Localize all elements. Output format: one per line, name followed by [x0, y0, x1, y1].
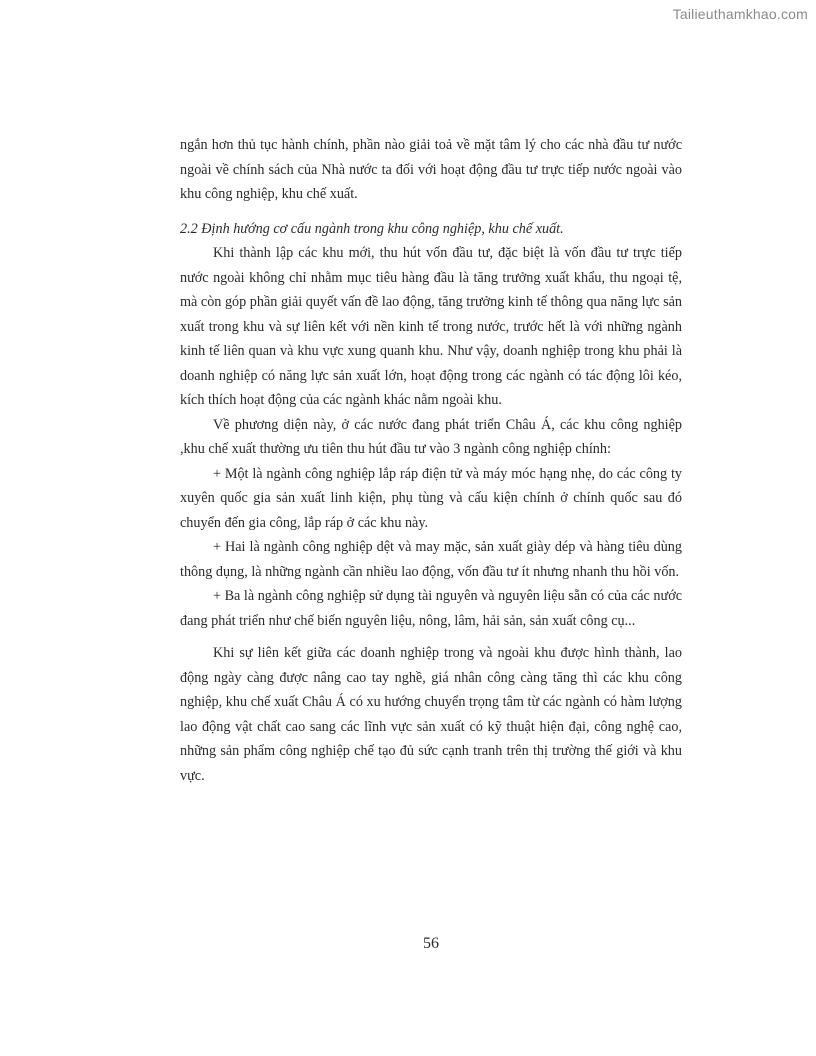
- watermark: Tailieuthamkhao.com: [672, 6, 808, 22]
- section-heading: 2.2 Định hướng cơ cấu ngành trong khu công nghiệp, khu chế xuất.: [180, 220, 564, 237]
- paragraph-continued: ngắn hơn thủ tục hành chính, phần nào giải toả về mặt tâm lý cho các nhà đầu tư nước ngoài về chính sách của Nhà nước ta đối với hoạt động đầu tư trực tiếp nước ngoài vào khu công nghiệp, khu chế xuất.: [180, 137, 682, 202]
- list-item: + Ba là ngành công nghiệp sử dụng tài nguyên và nguyên liệu sẵn có của các nước đang phát triển như chế biến nguyên liệu, nông, lâm, hải sản, sản xuất công cụ...: [180, 588, 682, 629]
- page-number: 56: [423, 935, 439, 952]
- paragraph: Khi thành lập các khu mới, thu hút vốn đầu tư, đặc biệt là vốn đầu tư trực tiếp nước ngoài không chỉ nhằm mục tiêu hàng đầu là tăng trưởng xuất khẩu, thu ngoại tệ, mà còn góp phần giải quyết vấn đề lao động, tăng trưởng kinh tế thông qua năng lực sản xuất trong khu và sự liên kết với nền kinh tế trong nước, trước hết là với những ngành kinh tế liên quan và khu vực xung quanh khu. Như vậy, doanh nghiệp trong khu phải là doanh nghiệp có năng lực sản xuất lớn, hoạt động trong các ngành có tác động lôi kéo, kích thích hoạt động của các ngành khác nằm ngoài khu.: [180, 245, 682, 408]
- paragraph: Về phương diện này, ở các nước đang phát triển Châu Á, các khu công nghiệp ,khu chế xuất thường ưu tiên thu hút đầu tư vào 3 ngành công nghiệp chính:: [180, 416, 682, 457]
- list-item: + Hai là ngành công nghiệp dệt và may mặc, sản xuất giày dép và hàng tiêu dùng thông dụng, là những ngành cần nhiều lao động, vốn đầu tư ít nhưng nhanh thu hồi vốn.: [180, 539, 682, 580]
- paragraph: Khi sự liên kết giữa các doanh nghiệp trong và ngoài khu được hình thành, lao động ngày càng được nâng cao tay nghề, giá nhân công càng tăng thì các khu công nghiệp, khu chế xuất Châu Á có xu hướng chuyển trọng tâm từ các ngành có hàm lượng lao động vật chất cao sang các lĩnh vực sản xuất có kỹ thuật hiện đại, công nghệ cao, những sản phẩm công nghiệp chế tạo đủ sức cạnh tranh trên thị trường thế giới và khu vực.: [180, 645, 682, 784]
- document-body: [180, 133, 682, 788]
- list-item: + Một là ngành công nghiệp lắp ráp điện tử và máy móc hạng nhẹ, do các công ty xuyên quốc gia sản xuất linh kiện, phụ tùng và cấu kiện chính ở chính quốc sau đó chuyển đến gia công, lắp ráp ở các khu này.: [180, 465, 682, 531]
